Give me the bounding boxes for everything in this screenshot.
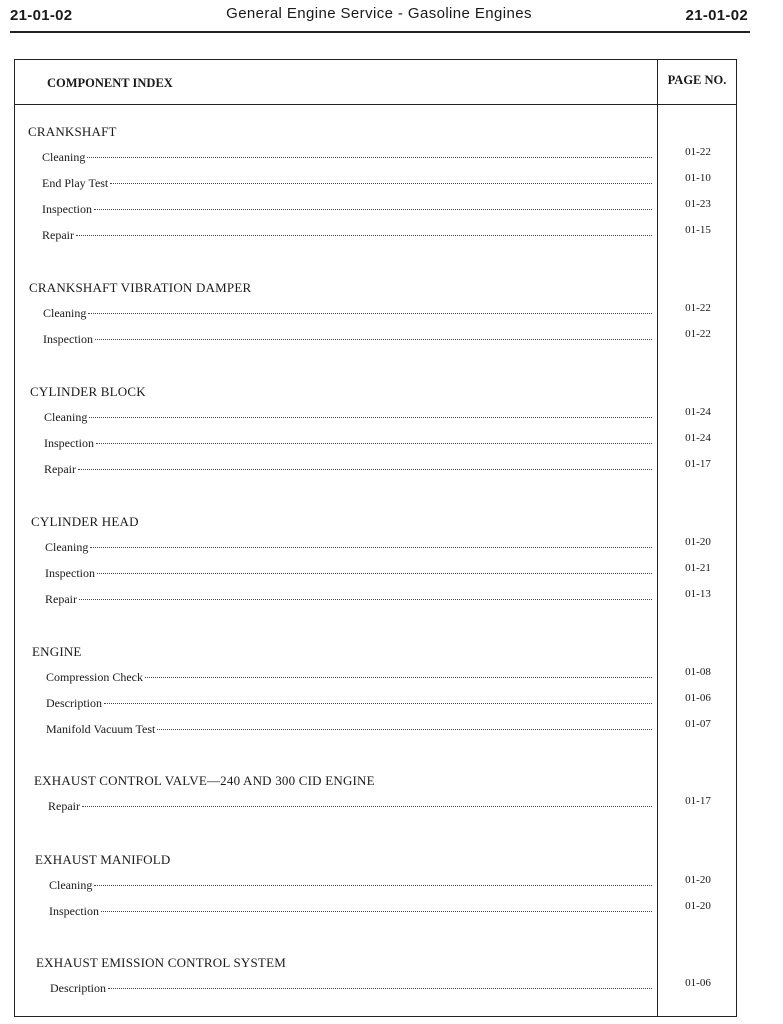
dot-leader — [108, 988, 652, 989]
dot-leader — [95, 339, 652, 340]
index-entry — [44, 462, 652, 478]
index-entry — [49, 878, 652, 894]
index-entry — [45, 540, 652, 556]
entry-page-number: 01-06 — [685, 692, 711, 704]
dot-leader — [94, 209, 652, 210]
index-entry — [46, 696, 652, 712]
entry-label: Cleaning — [45, 540, 89, 554]
entry-page-number: 01-24 — [685, 432, 711, 444]
entry-label: Manifold Vacuum Test — [46, 722, 156, 736]
section-title: EXHAUST EMISSION CONTROL SYSTEM — [36, 955, 286, 970]
section-title: ENGINE — [32, 644, 82, 659]
index-entry — [45, 566, 652, 582]
dot-leader — [88, 313, 652, 314]
entry-page-number: 01-20 — [685, 874, 711, 886]
entry-label: Inspection — [45, 566, 95, 580]
index-entry — [46, 670, 652, 686]
dot-leader — [101, 911, 652, 912]
entry-page-number: 01-10 — [685, 172, 711, 184]
entry-label: Repair — [48, 799, 80, 813]
index-entry — [42, 176, 652, 192]
index-entry — [42, 202, 652, 218]
dot-leader — [104, 703, 652, 704]
section-title: CYLINDER HEAD — [31, 514, 139, 529]
entry-page-number: 01-08 — [685, 666, 711, 678]
dot-leader — [145, 677, 652, 678]
section-title: CYLINDER BLOCK — [30, 384, 146, 399]
dot-leader — [76, 235, 652, 236]
entry-page-number: 01-17 — [685, 458, 711, 470]
entry-label: Inspection — [44, 436, 94, 450]
entry-page-number: 01-22 — [685, 146, 711, 158]
entry-label: Inspection — [42, 202, 92, 216]
page-title: General Engine Service - Gasoline Engines — [226, 5, 532, 22]
dot-leader — [79, 599, 652, 600]
section-code-right: 21-01-02 — [685, 7, 748, 24]
entry-label: Compression Check — [46, 670, 143, 684]
table-header-row — [15, 60, 736, 105]
entry-page-number: 01-20 — [685, 536, 711, 548]
section-title: EXHAUST MANIFOLD — [35, 852, 171, 867]
entry-label: Cleaning — [49, 878, 93, 892]
dot-leader — [97, 573, 652, 574]
index-entry — [43, 332, 652, 348]
dot-leader — [96, 443, 652, 444]
entry-page-number: 01-15 — [685, 224, 711, 236]
header-rule — [10, 31, 750, 33]
dot-leader — [87, 157, 652, 158]
index-entry — [46, 722, 652, 738]
entry-label: Inspection — [43, 332, 93, 346]
dot-leader — [78, 469, 652, 470]
entry-label: Description — [46, 696, 102, 710]
entry-page-number: 01-13 — [685, 588, 711, 600]
entry-page-number: 01-22 — [685, 328, 711, 340]
entry-page-number: 01-20 — [685, 900, 711, 912]
entry-label: Repair — [44, 462, 76, 476]
entry-label: Cleaning — [43, 306, 87, 320]
column-header-component: COMPONENT INDEX — [47, 76, 173, 90]
dot-leader — [90, 547, 652, 548]
entry-label: Cleaning — [44, 410, 88, 424]
index-entry — [44, 436, 652, 452]
entry-page-number: 01-17 — [685, 795, 711, 807]
column-header-page: PAGE NO. — [667, 73, 727, 87]
entry-page-number: 01-06 — [685, 977, 711, 989]
dot-leader — [94, 885, 652, 886]
section-title: EXHAUST CONTROL VALVE—240 AND 300 CID ENGINE — [34, 773, 375, 788]
section-title: CRANKSHAFT — [28, 124, 117, 139]
entry-label: Description — [50, 981, 106, 995]
dot-leader — [89, 417, 652, 418]
entry-page-number: 01-21 — [685, 562, 711, 574]
entry-label: Repair — [45, 592, 77, 606]
entry-page-number: 01-22 — [685, 302, 711, 314]
entry-label: Inspection — [49, 904, 99, 918]
dot-leader — [110, 183, 652, 184]
dot-leader — [157, 729, 652, 730]
index-entry — [43, 306, 652, 322]
index-entry — [48, 799, 652, 815]
entry-page-number: 01-07 — [685, 718, 711, 730]
index-entry — [42, 228, 652, 244]
entry-label: Cleaning — [42, 150, 86, 164]
index-entry — [50, 981, 652, 997]
index-entry — [45, 592, 652, 608]
section-title: CRANKSHAFT VIBRATION DAMPER — [29, 280, 252, 295]
index-entry — [44, 410, 652, 426]
entry-label: Repair — [42, 228, 74, 242]
component-index-table — [14, 59, 737, 1017]
index-entry — [49, 904, 652, 920]
page-header — [10, 4, 748, 30]
entry-page-number: 01-24 — [685, 406, 711, 418]
section-code-left: 21-01-02 — [10, 7, 73, 24]
dot-leader — [82, 806, 652, 807]
entry-page-number: 01-23 — [685, 198, 711, 210]
entry-label: End Play Test — [42, 176, 109, 190]
index-entry — [42, 150, 652, 166]
